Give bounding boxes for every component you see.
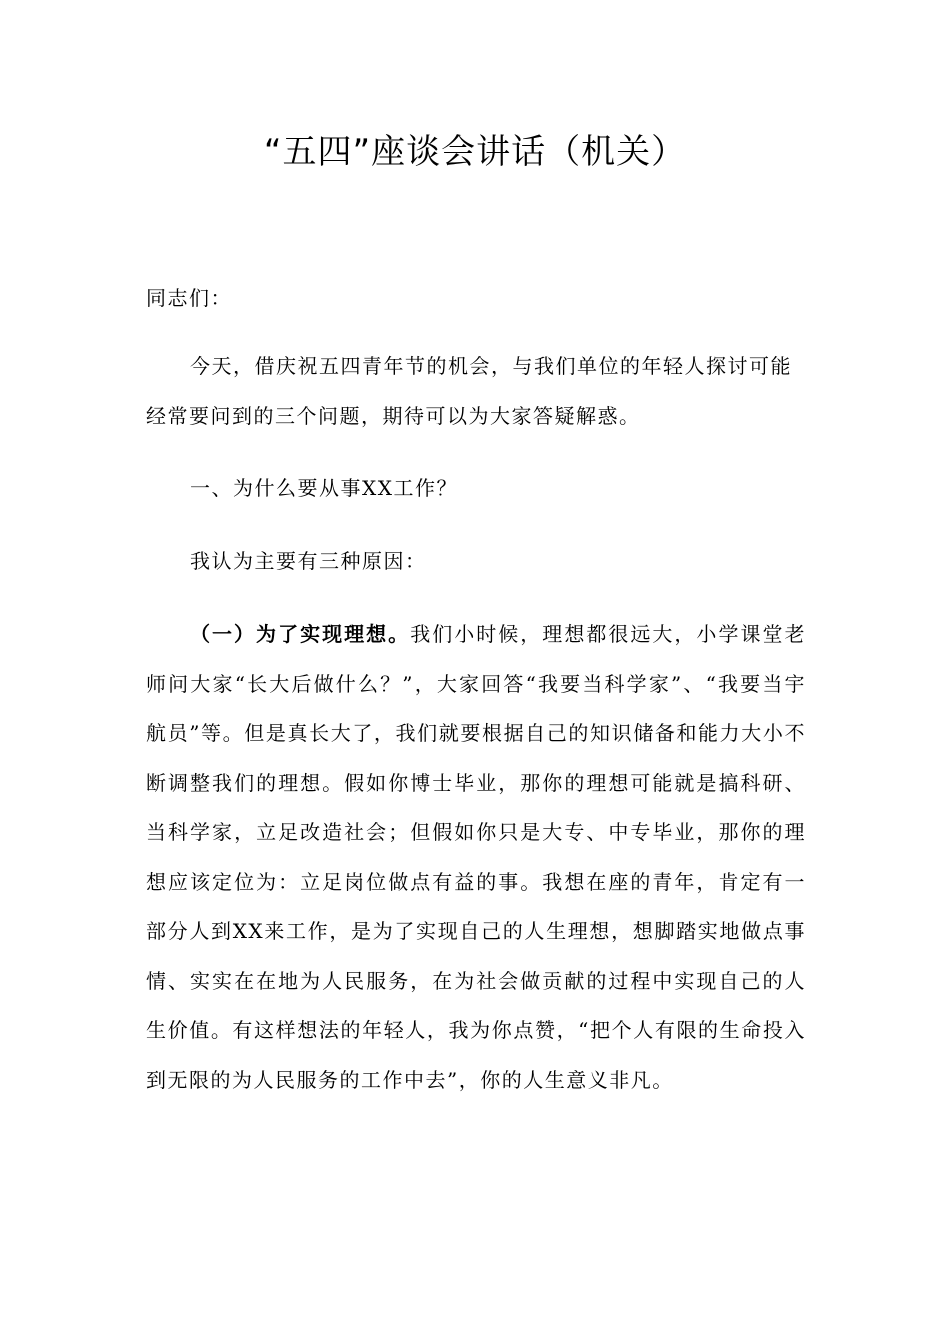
- section-1-lead: 我认为主要有三种原因：: [190, 549, 427, 573]
- salutation: 同志们：: [146, 286, 232, 310]
- point-1-label: （一）为了实现理想。: [190, 622, 411, 646]
- section-1-heading: 一、为什么要从事XX工作？: [190, 476, 458, 500]
- intro-paragraph: 今天，借庆祝五四青年节的机会，与我们单位的年轻人探讨可能经常要问到的三个问题，期待可以为大家答疑解惑。: [146, 354, 792, 428]
- point-1-text: 我们小时候，理想都很远大，小学课堂老师问大家“长大后做什么？”，大家回答“我要当科学家”、“我要当宇航员”等。但是真长大了，我们就要根据自己的知识储备和能力大小不断调整我们的理想。假如你博士毕业，那你的理想可能就是搞科研、当科学家，立足改造社会；但假如你只是大专、中专毕业，那你的理想应该定位为：立足岗位做点有益的事。我想在座的青年，肯定有一部分人到XX来工作，是为了实现自己的人生理想，想脚踏实地做点事情、实实在在地为人民服务，在为社会做贡献的过程中实现自己的人生价值。有这样想法的年轻人，我为你点赞，“把个人有限的生命投入到无限的为人民服务的工作中去”，你的人生意义非凡。: [146, 622, 807, 1092]
- point-1-paragraph: [146, 610, 806, 1105]
- document-title: “五四”座谈会讲话（机关）: [263, 132, 687, 172]
